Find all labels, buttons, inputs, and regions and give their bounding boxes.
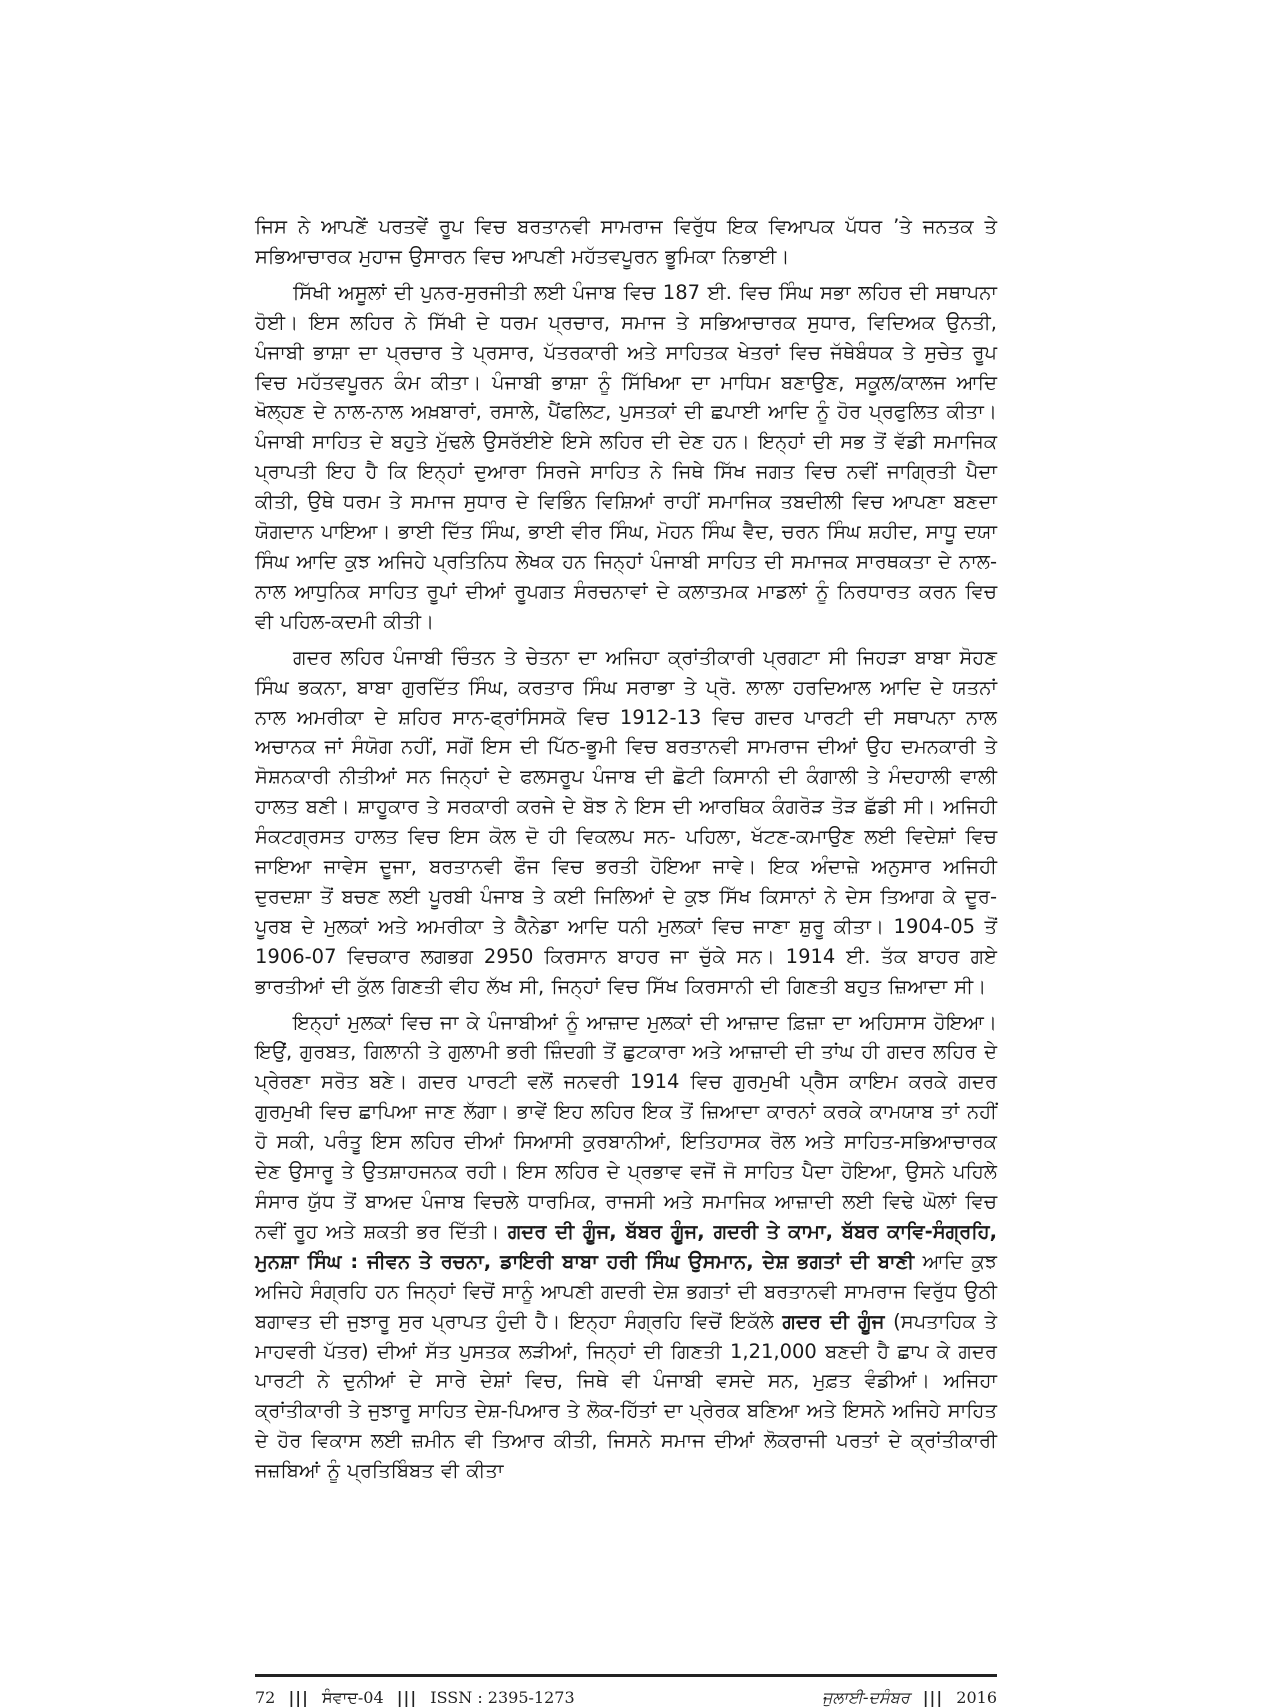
article-body bbox=[255, 212, 997, 1492]
footer-left bbox=[255, 1688, 575, 1708]
book-titles-bold: ਗਦਰ ਦੀ ਗੂੰਜ, ਬੱਬਰ ਗੂੰਜ, ਗਦਰੀ ਤੇ ਕਾਮਾ, ਬੱਬਰ ਕਾਵਿ-ਸੰਗ੍ਰਹਿ, ਮੁਨਸ਼ਾ ਸਿੰਘ : ਜੀਵਨ ਤੇ ਰਚਨਾ, ਡਾਇਰੀ ਬਾਬਾ ਹਰੀ ਸਿੰਘ ਉਸਮਾਨ, ਦੇਸ਼ ਭਗਤਾਂ ਦੀ ਬਾਣੀ bbox=[255, 1219, 997, 1273]
page-footer bbox=[255, 1688, 997, 1708]
footer-separator: ||| bbox=[396, 1688, 418, 1707]
paragraph-4 bbox=[255, 1008, 997, 1487]
footer-separator: ||| bbox=[288, 1688, 309, 1707]
paragraph-2: ਸਿੱਖੀ ਅਸੂਲਾਂ ਦੀ ਪੁਨਰ-ਸੁਰਜੀਤੀ ਲਈ ਪੰਜਾਬ ਵਿਚ 187 ਈ. ਵਿਚ ਸਿੰਘ ਸਭਾ ਲਹਿਰ ਦੀ ਸਥਾਪਨਾ ਹੋਈ। ਇਸ ਲਹਿਰ ਨੇ ਸਿੱਖੀ ਦੇ ਧਰਮ ਪ੍ਰਚਾਰ, ਸਮਾਜ ਤੇ ਸਭਿਆਚਾਰਕ ਸੁਧਾਰ, ਵਿਦਿਅਕ ਉਨਤੀ, ਪੰਜਾਬੀ ਭਾਸ਼ਾ ਦਾ ਪ੍ਰਚਾਰ ਤੇ ਪ੍ਰਸਾਰ, ਪੱਤਰਕਾਰੀ ਅਤੇ ਸਾਹਿਤਕ ਖੇਤਰਾਂ ਵਿਚ ਜੱਥੇਬੰਧਕ ਤੇ ਸੁਚੇਤ ਰੂਪ ਵਿਚ ਮਹੱਤਵਪੂਰਨ ਕੰਮ ਕੀਤਾ। ਪੰਜਾਬੀ ਭਾਸ਼ਾ ਨੂੰ ਸਿੱਖਿਆ ਦਾ ਮਾਧਿਮ ਬਣਾਉਣ, ਸਕੂਲ/ਕਾਲਜ ਆਦਿ ਖੋਲ੍ਹਣ ਦੇ ਨਾਲ-ਨਾਲ ਅਖ਼ਬਾਰਾਂ, ਰਸਾਲੇ, ਪੈਂਫਲਿਟ, ਪੁਸਤਕਾਂ ਦੀ ਛਪਾਈ ਆਦਿ ਨੂੰ ਹੋਰ ਪ੍ਰਫੁਲਿਤ ਕੀਤਾ। ਪੰਜਾਬੀ ਸਾਹਿਤ ਦੇ ਬਹੁਤੇ ਮੁੱਢਲੇ ਉਸਰੱਈਏ ਇਸੇ ਲਹਿਰ ਦੀ ਦੇਣ ਹਨ। ਇਨ੍ਹਾਂ ਦੀ ਸਭ ਤੋਂ ਵੱਡੀ ਸਮਾਜਿਕ ਪ੍ਰਾਪਤੀ ਇਹ ਹੈ ਕਿ ਇਨ੍ਹਾਂ ਦੁਆਰਾ ਸਿਰਜੇ ਸਾਹਿਤ ਨੇ ਜਿਥੇ ਸਿੱਖ ਜਗਤ ਵਿਚ ਨਵੀਂ ਜਾਗ੍ਰਿਤੀ ਪੈਦਾ ਕੀਤੀ, ਉਥੇ ਧਰਮ ਤੇ ਸਮਾਜ ਸੁਧਾਰ ਦੇ ਵਿਭਿੰਨ ਵਿਸ਼ਿਆਂ ਰਾਹੀਂ ਸਮਾਜਿਕ ਤਬਦੀਲੀ ਵਿਚ ਆਪਣਾ ਬਣਦਾ ਯੋਗਦਾਨ ਪਾਇਆ। ਭਾਈ ਦਿੱਤ ਸਿੰਘ, ਭਾਈ ਵੀਰ ਸਿੰਘ, ਮੋਹਨ ਸਿੰਘ ਵੈਦ, ਚਰਨ ਸਿੰਘ ਸ਼ਹੀਦ, ਸਾਧੂ ਦਯਾ ਸਿੰਘ ਆਦਿ ਕੁਝ ਅਜਿਹੇ ਪ੍ਰਤਿਨਿਧ ਲੇਖਕ ਹਨ ਜਿਨ੍ਹਾਂ ਪੰਜਾਬੀ ਸਾਹਿਤ ਦੀ ਸਮਾਜਕ ਸਾਰਥਕਤਾ ਦੇ ਨਾਲ-ਨਾਲ ਆਧੁਨਿਕ ਸਾਹਿਤ ਰੂਪਾਂ ਦੀਆਂ ਰੂਪਗਤ ਸੰਰਚਨਾਵਾਂ ਦੇ ਕਲਾਤਮਕ ਮਾਡਲਾਂ ਨੂੰ ਨਿਰਧਾਰਤ ਕਰਨ ਵਿਚ ਵੀ ਪਹਿਲ-ਕਦਮੀ ਕੀਤੀ। bbox=[255, 280, 997, 633]
footer-rule bbox=[255, 1674, 997, 1677]
paragraph-4-text-1: ਇਨ੍ਹਾਂ ਮੁਲਕਾਂ ਵਿਚ ਜਾ ਕੇ ਪੰਜਾਬੀਆਂ ਨੂੰ ਆਜ਼ਾਦ ਮੁਲਕਾਂ ਦੀ ਆਜ਼ਾਦ ਫ਼ਿਜ਼ਾ ਦਾ ਅਹਿਸਾਸ ਹੋਇਆ। ਇਉਂ, ਗੁਰਬਤ, ਗਿਲਾਨੀ ਤੇ ਗੁਲਾਮੀ ਭਰੀ ਜ਼ਿੰਦਗੀ ਤੋਂ ਛੁਟਕਾਰਾ ਅਤੇ ਆਜ਼ਾਦੀ ਦੀ ਤਾਂਘ ਹੀ ਗਦਰ ਲਹਿਰ ਦੇ ਪ੍ਰੇਰਣਾ ਸਰੋਤ ਬਣੇ। ਗਦਰ ਪਾਰਟੀ ਵਲੋਂ ਜਨਵਰੀ 1914 ਵਿਚ ਗੁਰਮੁਖੀ ਪ੍ਰੈਸ ਕਾਇਮ ਕਰਕੇ ਗਦਰ ਗੁਰਮੁਖੀ ਵਿਚ ਛਾਪਿਆ ਜਾਣ ਲੱਗਾ। ਭਾਵੇਂ ਇਹ ਲਹਿਰ ਇਕ ਤੋਂ ਜ਼ਿਆਦਾ ਕਾਰਨਾਂ ਕਰਕੇ ਕਾਮਯਾਬ ਤਾਂ ਨਹੀਂ ਹੋ ਸਕੀ, ਪਰੰਤੂ ਇਸ ਲਹਿਰ ਦੀਆਂ ਸਿਆਸੀ ਕੁਰਬਾਨੀਆਂ, ਇਤਿਹਾਸਕ ਰੋਲ ਅਤੇ ਸਾਹਿਤ-ਸਭਿਆਚਾਰਕ ਦੇਣ ਉਸਾਰੂ ਤੇ ਉਤਸ਼ਾਹਜਨਕ ਰਹੀ। ਇਸ ਲਹਿਰ ਦੇ ਪ੍ਰਭਾਵ ਵਜੋਂ ਜੋ ਸਾਹਿਤ ਪੈਦਾ ਹੋਇਆ, ਉਸਨੇ ਪਹਿਲੇ ਸੰਸਾਰ ਯੁੱਧ ਤੋਂ ਬਾਅਦ ਪੰਜਾਬ ਵਿਚਲੇ ਧਾਰਮਿਕ, ਰਾਜਸੀ ਅਤੇ ਸਮਾਜਿਕ ਆਜ਼ਾਦੀ ਲਈ ਵਿਢੇ ਘੋਲਾਂ ਵਿਚ ਨਵੀਂ ਰੂਹ ਅਤੇ ਸ਼ਕਤੀ ਭਰ ਦਿੱਤੀ। bbox=[255, 1010, 997, 1243]
gadar-di-goonj-bold: ਗਦਰ ਦੀ ਗੂੰਜ bbox=[782, 1309, 885, 1333]
footer-right bbox=[822, 1688, 997, 1708]
paragraph-4-text-2: ਆਦਿ ਕੁਝ ਅਜਿਹੇ ਸੰਗ੍ਰਹਿ ਹਨ ਜਿਨ੍ਹਾਂ ਵਿਚੋਂ ਸਾਨੂੰ ਆਪਣੀ ਗਦਰੀ ਦੇਸ਼ ਭਗਤਾਂ ਦੀ ਬਰਤਾਨਵੀ ਸਾਮਰਾਜ ਵਿਰੁੱਧ ਉਠੀ ਬਗਾਵਤ ਦੀ ਜੁਝਾਰੂ ਸੁਰ ਪ੍ਰਾਪਤ ਹੁੰਦੀ ਹੈ। ਇਨ੍ਹਾ ਸੰਗ੍ਰਹਿ ਵਿਚੋਂ ਇਕੱਲੇ bbox=[255, 1249, 998, 1333]
issue-period: ਜੁਲਾਈ-ਦਸੰਬਰ bbox=[822, 1688, 910, 1707]
issn: ISSN : 2395-1273 bbox=[430, 1688, 575, 1707]
footer-separator: ||| bbox=[922, 1688, 944, 1707]
issue-year: 2016 bbox=[956, 1688, 997, 1707]
paragraph-3: ਗਦਰ ਲਹਿਰ ਪੰਜਾਬੀ ਚਿੰਤਨ ਤੇ ਚੇਤਨਾ ਦਾ ਅਜਿਹਾ ਕ੍ਰਾਂਤੀਕਾਰੀ ਪ੍ਰਗਟਾ ਸੀ ਜਿਹੜਾ ਬਾਬਾ ਸੋਹਣ ਸਿੰਘ ਭਕਨਾ, ਬਾਬਾ ਗੁਰਦਿੱਤ ਸਿੰਘ, ਕਰਤਾਰ ਸਿੰਘ ਸਰਾਭਾ ਤੇ ਪ੍ਰੋ. ਲਾਲਾ ਹਰਦਿਆਲ ਆਦਿ ਦੇ ਯਤਨਾਂ ਨਾਲ ਅਮਰੀਕਾ ਦੇ ਸ਼ਹਿਰ ਸਾਨ-ਫ੍ਰਾਂਸਿਸਕੋ ਵਿਚ 1912-13 ਵਿਚ ਗਦਰ ਪਾਰਟੀ ਦੀ ਸਥਾਪਨਾ ਨਾਲ ਅਚਾਨਕ ਜਾਂ ਸੰਯੋਗ ਨਹੀਂ, ਸਗੋਂ ਇਸ ਦੀ ਪਿੱਠ-ਭੂਮੀ ਵਿਚ ਬਰਤਾਨਵੀ ਸਾਮਰਾਜ ਦੀਆਂ ਉਹ ਦਮਨਕਾਰੀ ਤੇ ਸੋਸ਼ਨਕਾਰੀ ਨੀਤੀਆਂ ਸਨ ਜਿਨ੍ਹਾਂ ਦੇ ਫਲਸਰੂਪ ਪੰਜਾਬ ਦੀ ਛੋਟੀ ਕਿਸਾਨੀ ਦੀ ਕੰਗਾਲੀ ਤੇ ਮੰਦਹਾਲੀ ਵਾਲੀ ਹਾਲਤ ਬਣੀ। ਸ਼ਾਹੂਕਾਰ ਤੇ ਸਰਕਾਰੀ ਕਰਜੇ ਦੇ ਬੋਝ ਨੇ ਇਸ ਦੀ ਆਰਥਿਕ ਕੰਗਰੋੜ ਤੋੜ ਛੱਡੀ ਸੀ। ਅਜਿਹੀ ਸੰਕਟਗ੍ਰਸਤ ਹਾਲਤ ਵਿਚ ਇਸ ਕੋਲ ਦੋ ਹੀ ਵਿਕਲਪ ਸਨ- ਪਹਿਲਾ, ਖੱਟਣ-ਕਮਾਉਣ ਲਈ ਵਿਦੇਸ਼ਾਂ ਵਿਚ ਜਾਇਆ ਜਾਵੇਸ ਦੂਜਾ, ਬਰਤਾਨਵੀ ਫੌਜ ਵਿਚ ਭਰਤੀ ਹੋਇਆ ਜਾਵੇ। ਇਕ ਅੰਦਾਜ਼ੇ ਅਨੁਸਾਰ ਅਜਿਹੀ ਦੁਰਦਸ਼ਾ ਤੋਂ ਬਚਣ ਲਈ ਪੂਰਬੀ ਪੰਜਾਬ ਤੇ ਕਈ ਜਿਲਿਆਂ ਦੇ ਕੁਝ ਸਿੱਖ ਕਿਸਾਨਾਂ ਨੇ ਦੇਸ ਤਿਆਗ ਕੇ ਦੂਰ-ਪੂਰਬ ਦੇ ਮੁਲਕਾਂ ਅਤੇ ਅਮਰੀਕਾ ਤੇ ਕੈਨੇਡਾ ਆਦਿ ਧਨੀ ਮੁਲਕਾਂ ਵਿਚ ਜਾਣਾ ਸ਼ੁਰੂ ਕੀਤਾ। 1904-05 ਤੋਂ 1906-07 ਵਿਚਕਾਰ ਲਗਭਗ 2950 ਕਿਰਸਾਨ ਬਾਹਰ ਜਾ ਚੁੱਕੇ ਸਨ। 1914 ਈ. ਤੱਕ ਬਾਹਰ ਗਏ ਭਾਰਤੀਆਂ ਦੀ ਕੁੱਲ ਗਿਣਤੀ ਵੀਹ ਲੱਖ ਸੀ, ਜਿਨ੍ਹਾਂ ਵਿਚ ਸਿੱਖ ਕਿਰਸਾਨੀ ਦੀ ਗਿਣਤੀ ਬਹੁਤ ਜ਼ਿਆਦਾ ਸੀ। bbox=[255, 645, 997, 998]
paragraph-4-text-3: (ਸਪਤਾਹਿਕ ਤੇ ਮਾਹਵਰੀ ਪੱਤਰ) ਦੀਆਂ ਸੱਤ ਪੁਸਤਕ ਲੜੀਆਂ, ਜਿਨ੍ਹਾਂ ਦੀ ਗਿਣਤੀ 1,21,000 ਬਣਦੀ ਹੈ ਛਾਪ ਕੇ ਗਦਰ ਪਾਰਟੀ ਨੇ ਦੁਨੀਆਂ ਦੇ ਸਾਰੇ ਦੇਸ਼ਾਂ ਵਿਚ, ਜਿਥੇ ਵੀ ਪੰਜਾਬੀ ਵਸਦੇ ਸਨ, ਮੁਫ਼ਤ ਵੰਡੀਆਂ। ਅਜਿਹਾ ਕ੍ਰਾਂਤੀਕਾਰੀ ਤੇ ਜੁਝਾਰੂ ਸਾਹਿਤ ਦੇਸ਼-ਪਿਆਰ ਤੇ ਲੋਕ-ਹਿੱਤਾਂ ਦਾ ਪ੍ਰੇਰਕ ਬਣਿਆ ਅਤੇ ਇਸਨੇ ਅਜਿਹੇ ਸਾਹਿਤ ਦੇ ਹੋਰ ਵਿਕਾਸ ਲਈ ਜ਼ਮੀਨ ਵੀ ਤਿਆਰ ਕੀਤੀ, ਜਿਸਨੇ ਸਮਾਜ ਦੀਆਂ ਲੋਕਰਾਜੀ ਪਰਤਾਂ ਦੇ ਕ੍ਰਾਂਤੀਕਾਰੀ ਜਜ਼ਬਿਆਂ ਨੂੰ ਪ੍ਰਤਿਬਿੰਬਤ ਵੀ ਕੀਤਾ bbox=[255, 1309, 997, 1483]
journal-name: ਸੰਵਾਦ-04 bbox=[322, 1688, 384, 1707]
paragraph-1: ਜਿਸ ਨੇ ਆਪਣੇਂ ਪਰਤਵੇਂ ਰੂਪ ਵਿਚ ਬਰਤਾਨਵੀ ਸਾਮਰਾਜ ਵਿਰੁੱਧ ਇਕ ਵਿਆਪਕ ਪੱਧਰ ’ਤੇ ਜਨਤਕ ਤੇ ਸਭਿਆਚਾਰਕ ਮੁਹਾਜ ਉਸਾਰਨ ਵਿਚ ਆਪਣੀ ਮਹੱਤਵਪੂਰਨ ਭੂਮਿਕਾ ਨਿਭਾਈ। bbox=[255, 215, 997, 268]
page-number: 72 bbox=[255, 1688, 276, 1707]
